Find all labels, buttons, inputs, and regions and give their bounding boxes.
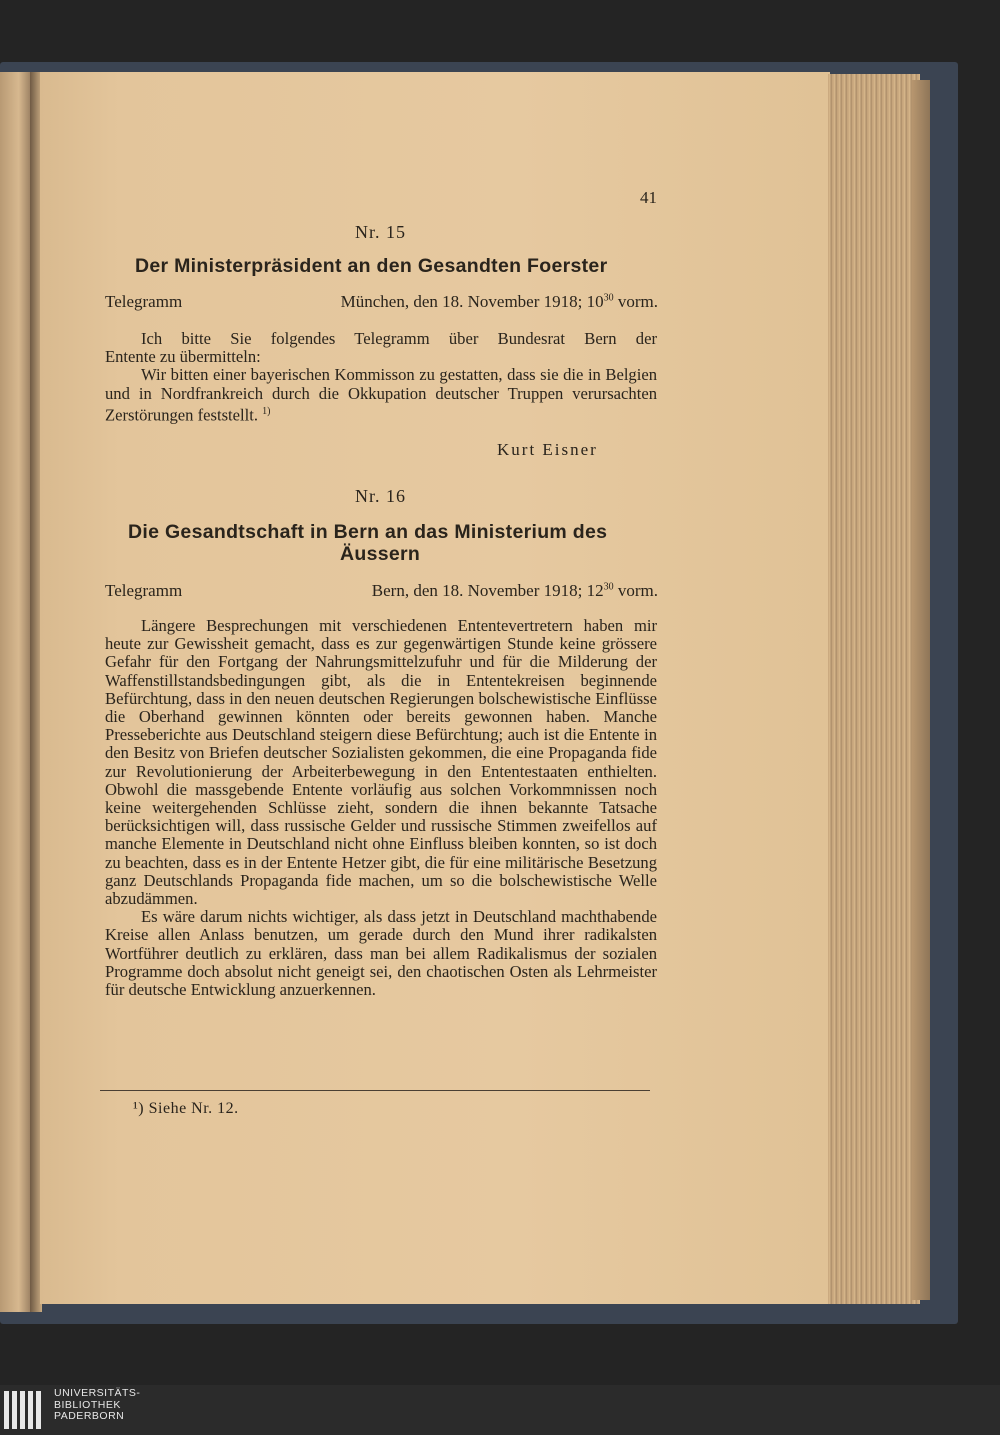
doc16-type: Telegramm bbox=[105, 581, 183, 600]
doc16-number: Nr. 16 bbox=[355, 486, 406, 506]
doc16-dateline bbox=[372, 581, 658, 601]
doc16-body bbox=[105, 617, 657, 999]
page-edges-shadow bbox=[912, 80, 930, 1300]
doc16-title-line1: Die Gesandtschaft in Bern an das Ministerium des bbox=[128, 521, 608, 543]
library-footer bbox=[0, 1385, 1000, 1435]
doc16-date: Bern, den 18. November 1918; 12 bbox=[371, 581, 604, 600]
doc15-type: Telegramm bbox=[105, 292, 183, 311]
doc15-note-ref: 1) bbox=[262, 405, 271, 417]
library-name bbox=[54, 1388, 140, 1423]
doc15-body bbox=[105, 330, 657, 425]
doc15-time-suffix: vorm. bbox=[613, 292, 658, 311]
doc15-time-sup: 30 bbox=[603, 292, 614, 304]
library-line3: PADERBORN bbox=[54, 1410, 125, 1422]
doc16-header-row bbox=[105, 581, 658, 601]
doc15-para1-line2: Entente zu übermitteln: bbox=[105, 347, 261, 367]
library-line2: BIBLIOTHEK bbox=[54, 1398, 121, 1411]
doc15-title: Der Ministerpräsident an den Gesandten Foerster bbox=[135, 255, 608, 277]
footnote-rule bbox=[100, 1090, 650, 1091]
page-number: 41 bbox=[640, 188, 657, 207]
doc16-time-sup: 30 bbox=[603, 581, 614, 593]
library-line1: UNIVERSITÄTS- bbox=[54, 1387, 141, 1399]
doc15-para2-text: Wir bitten einer bayerischen Kommisson zu gestatten, dass sie die in Belgien und in Nordfrankreich durch die Okkupation deutscher Truppen verursachten Zerstörungen feststellt. bbox=[105, 365, 657, 425]
doc15-header-row bbox=[105, 292, 658, 312]
doc15-signature: Kurt Eisner bbox=[497, 440, 598, 459]
doc15-number: Nr. 15 bbox=[355, 222, 406, 242]
page-edges bbox=[828, 74, 920, 1304]
doc16-title-line2: Äussern bbox=[340, 543, 421, 565]
doc16-time-suffix: vorm. bbox=[613, 581, 658, 600]
doc15-date: München, den 18. November 1918; 10 bbox=[340, 292, 604, 311]
doc15-dateline bbox=[341, 292, 658, 312]
doc16-para2: Es wäre darum nichts wichtiger, als dass jetzt in Deutschland machthabende Kreise allen Anlass benutzen, um gerade durch den Mund ihrer radikalsten Wortführer deutlich zu erklären, dass man bei allem Radikalismus der sozialen Programme doch absolut nicht geneigt sei, den chaotischen Osten als Lehrmeister für deutsche Entwicklung anzuerkennen. bbox=[105, 907, 657, 1000]
library-logo-icon bbox=[4, 1391, 44, 1429]
doc15-para2 bbox=[105, 366, 657, 424]
left-page-edge bbox=[0, 72, 34, 1312]
doc15-para1-line1: Ich bitte Sie folgendes Telegramm über Bundesrat Bern der bbox=[141, 329, 657, 348]
footnote: ¹) Siehe Nr. 12. bbox=[133, 1100, 239, 1117]
doc16-para1: Längere Besprechungen mit verschiedenen Ententevertretern haben mir heute zur Gewissheit gemacht, dass es zur gegenwärtigen Stunde keine grössere Gefahr für den Fortgang der Nahrungsmittelzufuhr und für die Milderung der Waffenstillstandsbedingungen gibt, als die in Ententekreisen beginnende Befürchtung, dass in den neuen deutschen Regierungen bolschewistische Einflüsse die Oberhand gewinnen könnten oder bereits gewonnen haben. Manche Presseberichte aus Deutschland steigern diese Befürchtung; auch ist die Entente in den Besitz von Briefen deutscher Sozialisten gekommen, die eine Propaganda fide zur Revolutionierung der Arbeiterbewegung in den Ententestaaten enthielten. Obwohl die massgebende Entente vorläufig aus solchen Vorkommnissen noch keine weitergehenden Schlüsse zieht, sondern die ihnen bekannte Tatsache berücksichtigen will, dass russische Gelder und russische Stimmen zweifellos auf manche Elemente in Deutschland nicht ohne Einfluss bleiben konnten, so ist doch zu beachten, dass es in der Entente Hetzer gibt, die für eine militärische Besetzung ganz Deutschlands Propaganda fide machen, um so die bolschewistische Welle abzudämmen. bbox=[105, 616, 657, 909]
